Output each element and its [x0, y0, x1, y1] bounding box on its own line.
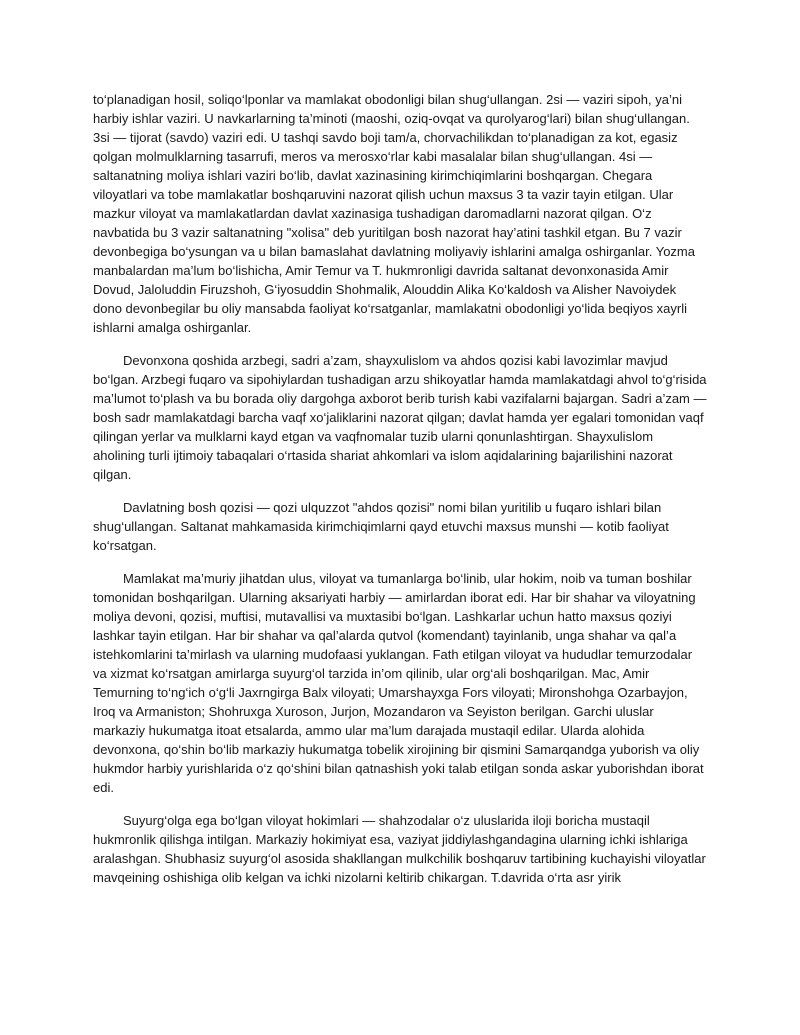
paragraph-continuation: to‘planadigan hosil, soliqo‘lponlar va mamlakat obodonligi bilan shug‘ullangan. 2si — vaziri sipoh, ya’ni harbiy ishlar vaziri. U navkarlarning ta’minoti (maoshi, oziq-ovqat va qurolyarog‘lari) bilan shug‘ullangan. 3si — tijorat (savdo) vaziri edi. U tashqi savdo boji tam/a, chorvachilikdan to‘planadigan za kot, egasiz qolgan molmulklarning tasarrufi, meros va merosxo‘rlar kabi masalalar bilan shug‘ullangan. 4si — saltanatning moliya ishlari vaziri bo‘lib, davlat xazinasining kirimchiqimlarini boshqargan. Chegara viloyatlari va tobe mamlakatlar boshqaruvini nazorat qilish uchun maxsus 3 ta vazir tayin etilgan. Ular mazkur viloyat va mamlakatlardan davlat xazinasiga tushadigan daromadlarni nazorat qilgan. O‘z navbatida bu 3 vazir saltanatning "xolisa" deb yuritilgan bosh nazorat hay’atini tashkil etgan. Bu 7 vazir devonbegiga bo‘ysungan va u bilan bamaslahat davlatning moliyaviy ishlarini amalga oshirganlar. Yozma manbalardan ma’lum bo‘lishicha, Amir Temur va T. hukmronligi davrida saltanat devonxonasida Amir Dovud, Jaloluddin Firuzshoh, G‘iyosuddin Shohmalik, Alouddin Alika Ko‘kaldosh va Alisher Navoiydek dono devonbegilar bu oliy mansabda faoliyat ko‘rsatganlar, mamlakatni obodonligi yo‘lida beqiyos xayrli ishlarni amalga oshirganlar. [93, 92, 695, 335]
paragraph-mamlakat-mamuriy: Mamlakat ma’muriy jihatdan ulus, viloyat va tumanlarga bo‘linib, ular hokim, noib va tuman boshilar tomonidan boshqarilgan. Ularning aksariyati harbiy — amirlardan iborat edi. Har bir shahar va viloyatning moliya devoni, qozisi, muftisi, mutavallisi va muxtasibi bo‘lgan. Lashkarlar uchun hatto maxsus qoziyi lashkar tayin etilgan. Har bir shahar va qal’alarda qutvol (komendant) tayinlanib, unga shahar va qal’a istehkomlarini ta’mirlash va ularning mudofaasi yuklangan. Fath etilgan viloyat va hududlar temurzodalar va xizmat ko‘rsatgan amirlarga suyurg‘ol tarzida in’om qilinib, ular org‘ali boshqarilgan. Mac, Amir Temurning to‘ng‘ich o‘g‘li Jaxrngirga Balx viloyati; Umarshayxga Fors viloyati; Mironshohga Ozarbayjon, Iroq va Armaniston; Shohruxga Xuroson, Jurjon, Mozandaron va Seyiston berilgan. Garchi uluslar markaziy hukumatga itoat etsalarda, ammo ular ma’lum darajada mustaqil edilar. Ularda alohida devonxona, qo‘shin bo‘lib markaziy hukumatga tobelik xirojining bir qismini Samarqandga yuborish va oliy hukmdor harbiy yurishlarida o‘z qo‘shini bilan qatnashish yoki talab etilgan sonda askar yuborishdan iborat edi. [93, 571, 704, 795]
paragraph-devonxona: Devonxona qoshida arzbegi, sadri a’zam, shayxulislom va ahdos qozisi kabi lavozimlar mavjud bo‘lgan. Arzbegi fuqaro va sipohiylardan tushadigan arzu shikoyatlar hamda mamlakatdagi ahvol to‘g‘risida ma’lumot to‘plash va bu borada oliy dargohga axborot berib turish kabi vazifalarni bajargan. Sadri a’zam — bosh sadr mamlakatdagi barcha vaqf xo‘jaliklarini nazorat qilgan; davlat hamda yer egalari tomonidan vaqf qilingan yerlar va mulklarni kayd etgan va vaqfnomalar tuzib ularni qonunlashtirgan. Shayxulislom aholining turli ijtimoiy tabaqalari o‘rtasida shariat ahkomlari va islom aqidalarining bajarilishini nazorat qilgan. [93, 353, 707, 482]
paragraph-bosh-qozi: Davlatning bosh qozisi — qozi ulquzzot "ahdos qozisi" nomi bilan yuritilib u fuqaro ishlari bilan shug‘ullangan. Saltanat mahkamasida kirimchiqimlarni qayd etuvchi maxsus munshi — kotib faoliyat ko‘rsatgan. [93, 500, 669, 553]
document-body [93, 90, 707, 901]
paragraph-suyurgol: Suyurg‘olga ega bo‘lgan viloyat hokimlari — shahzodalar o‘z uluslarida iloji boricha mustaqil hukmronlik qilishga intilgan. Markaziy hokimiyat esa, vaziyat jiddiylashgandagina ularning ichki ishlariga aralashgan. Shubhasiz suyurg‘ol asosida shakllangan mulkchilik boshqaruv tartibining kuchayishi viloyatlar mavqeining oshishiga olib kelgan va ichki nizolarni keltirib chikargan. T.davrida o‘rta asr yirik [93, 813, 706, 885]
